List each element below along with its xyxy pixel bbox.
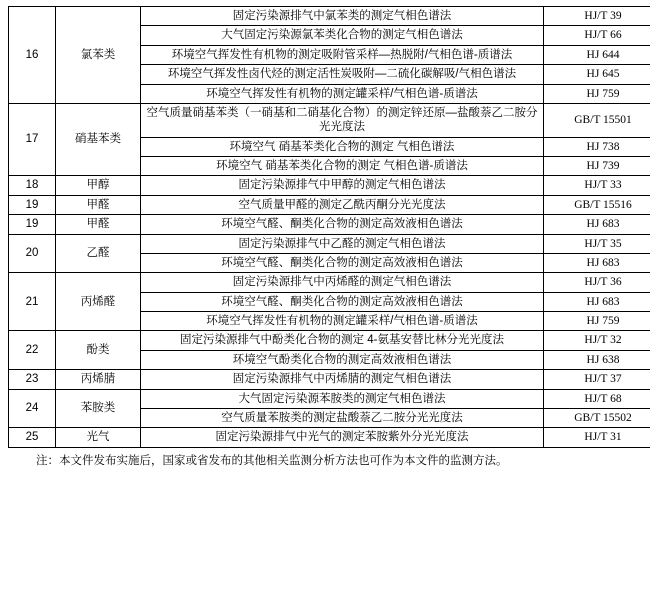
table-row [9, 234, 650, 253]
standard-code-cell: HJ 683 [544, 253, 650, 272]
table-row [9, 7, 650, 26]
standard-code-cell: HJ/T 68 [544, 389, 650, 408]
method-name-cell: 固定污染源排气中光气的测定苯胺紫外分光光度法 [141, 428, 544, 447]
method-name-cell: 大气固定污染源氯苯类化合物的测定气相色谱法 [141, 26, 544, 45]
table-row [9, 428, 650, 447]
table-row [9, 389, 650, 408]
standard-code-cell: HJ 738 [544, 137, 650, 156]
standard-code-cell: HJ/T 37 [544, 370, 650, 389]
table-row [9, 215, 650, 234]
method-name-cell: 固定污染源排气中丙烯腈的测定气相色谱法 [141, 370, 544, 389]
table-row [9, 195, 650, 214]
method-name-cell: 空气质量苯胺类的测定盐酸萘乙二胺分光光度法 [141, 408, 544, 427]
table-row [9, 331, 650, 350]
standard-code-cell: HJ 759 [544, 84, 650, 103]
method-name-cell: 固定污染源排气中氯苯类的测定气相色谱法 [141, 7, 544, 26]
row-number-cell: 21 [9, 273, 56, 331]
row-category-cell: 甲醇 [56, 176, 141, 195]
table-row [9, 176, 650, 195]
standard-code-cell: HJ/T 32 [544, 331, 650, 350]
row-number-cell: 25 [9, 428, 56, 447]
standard-code-cell: GB/T 15516 [544, 195, 650, 214]
standard-code-cell: GB/T 15502 [544, 408, 650, 427]
method-name-cell: 环境空气 硝基苯类化合物的测定 气相色谱法 [141, 137, 544, 156]
row-category-cell: 丙烯腈 [56, 370, 141, 389]
method-name-cell: 环境空气醛、酮类化合物的测定高效液相色谱法 [141, 292, 544, 311]
method-name-cell: 空气质量硝基苯类（一硝基和二硝基化合物）的测定锌还原—盐酸萘乙二胺分光光度法 [141, 103, 544, 137]
row-number-cell: 22 [9, 331, 56, 370]
row-number-cell: 19 [9, 215, 56, 234]
row-category-cell: 酚类 [56, 331, 141, 370]
row-category-cell: 硝基苯类 [56, 103, 141, 176]
standard-code-cell: HJ 759 [544, 312, 650, 331]
row-number-cell: 20 [9, 234, 56, 273]
row-category-cell: 丙烯醛 [56, 273, 141, 331]
standard-code-cell: HJ/T 35 [544, 234, 650, 253]
standard-code-cell: HJ/T 36 [544, 273, 650, 292]
table-row [9, 103, 650, 137]
row-number-cell: 18 [9, 176, 56, 195]
method-name-cell: 固定污染源排气中酚类化合物的测定 4-氨基安替比林分光光度法 [141, 331, 544, 350]
method-name-cell: 环境空气挥发性卤代烃的测定活性炭吸附—二硫化碳解吸/气相色谱法 [141, 65, 544, 84]
row-category-cell: 苯胺类 [56, 389, 141, 428]
row-number-cell: 23 [9, 370, 56, 389]
row-category-cell: 乙醛 [56, 234, 141, 273]
standard-code-cell: HJ 644 [544, 45, 650, 64]
table-row [9, 273, 650, 292]
standard-code-cell: HJ 683 [544, 292, 650, 311]
method-name-cell: 环境空气 硝基苯类化合物的测定 气相色谱-质谱法 [141, 157, 544, 176]
row-category-cell: 氯苯类 [56, 7, 141, 104]
method-name-cell: 环境空气醛、酮类化合物的测定高效液相色谱法 [141, 253, 544, 272]
standard-code-cell: HJ/T 33 [544, 176, 650, 195]
method-name-cell: 空气质量甲醛的测定乙酰丙酮分光光度法 [141, 195, 544, 214]
standard-code-cell: HJ 645 [544, 65, 650, 84]
row-category-cell: 甲醛 [56, 215, 141, 234]
method-name-cell: 环境空气挥发性有机物的测定吸附管采样—热脱附/气相色谱-质谱法 [141, 45, 544, 64]
table-note: 注：本文件发布实施后，国家或省发布的其他相关监测分析方法也可作为本文件的监测方法。 [36, 454, 508, 467]
standard-code-cell: HJ/T 39 [544, 7, 650, 26]
method-name-cell: 固定污染源排气中甲醇的测定气相色谱法 [141, 176, 544, 195]
standard-code-cell: HJ 739 [544, 157, 650, 176]
standard-code-cell: GB/T 15501 [544, 103, 650, 137]
method-name-cell: 固定污染源排气中乙醛的测定气相色谱法 [141, 234, 544, 253]
table-body [9, 7, 650, 448]
method-name-cell: 大气固定污染源苯胺类的测定气相色谱法 [141, 389, 544, 408]
standard-code-cell: HJ/T 31 [544, 428, 650, 447]
row-number-cell: 16 [9, 7, 56, 104]
table-row [9, 370, 650, 389]
standard-code-cell: HJ 638 [544, 350, 650, 369]
row-category-cell: 甲醛 [56, 195, 141, 214]
standard-code-cell: HJ 683 [544, 215, 650, 234]
method-name-cell: 环境空气挥发性有机物的测定罐采样/气相色谱-质谱法 [141, 312, 544, 331]
row-category-cell: 光气 [56, 428, 141, 447]
standard-code-cell: HJ/T 66 [544, 26, 650, 45]
row-number-cell: 24 [9, 389, 56, 428]
method-name-cell: 固定污染源排气中丙烯醛的测定气相色谱法 [141, 273, 544, 292]
method-name-cell: 环境空气醛、酮类化合物的测定高效液相色谱法 [141, 215, 544, 234]
method-name-cell: 环境空气挥发性有机物的测定罐采样/气相色谱-质谱法 [141, 84, 544, 103]
row-number-cell: 19 [9, 195, 56, 214]
monitoring-methods-table [8, 6, 650, 448]
row-number-cell: 17 [9, 103, 56, 176]
method-name-cell: 环境空气酚类化合物的测定高效液相色谱法 [141, 350, 544, 369]
